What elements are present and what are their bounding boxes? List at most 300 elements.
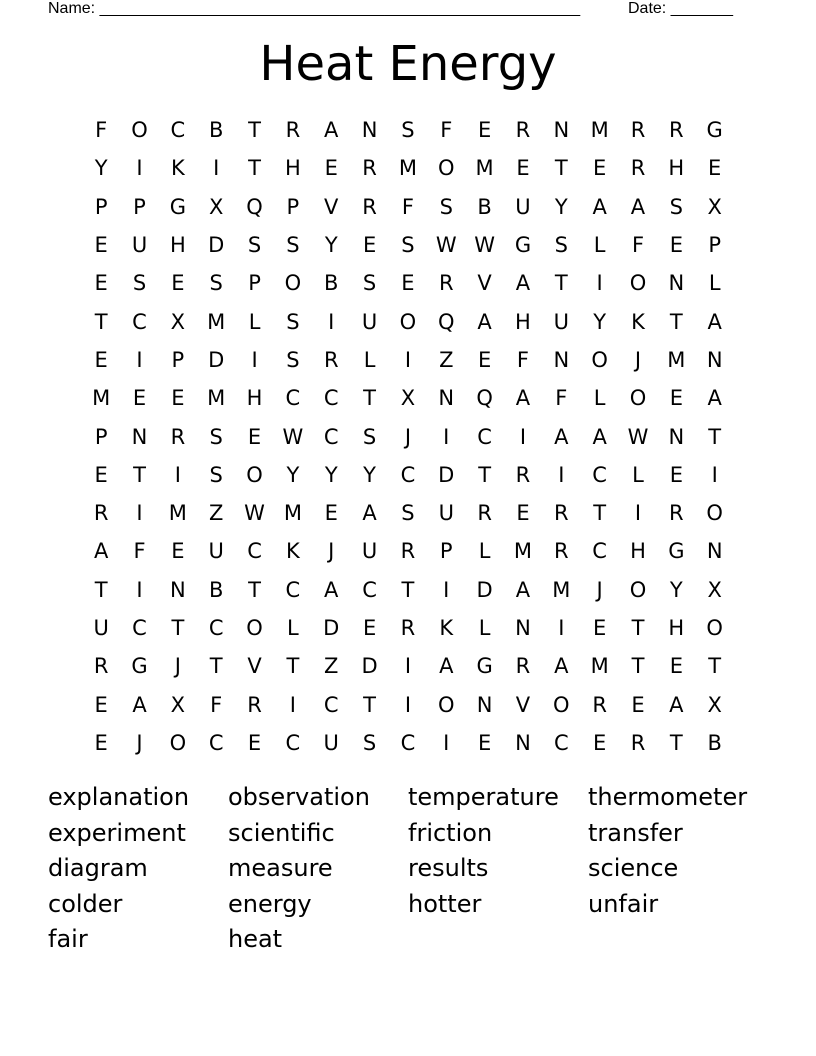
grid-cell[interactable]: B bbox=[477, 194, 492, 219]
grid-cell[interactable]: W bbox=[244, 501, 265, 526]
grid-cell[interactable]: S bbox=[401, 233, 415, 258]
grid-cell[interactable]: I bbox=[289, 692, 296, 717]
grid-cell[interactable]: L bbox=[593, 233, 606, 258]
grid-cell[interactable]: I bbox=[174, 462, 181, 487]
grid-cell[interactable]: C bbox=[208, 616, 224, 640]
grid-cell[interactable]: T bbox=[363, 386, 376, 411]
grid-cell[interactable]: T bbox=[133, 462, 146, 487]
grid-cell[interactable]: M bbox=[590, 654, 609, 679]
grid-cell[interactable]: S bbox=[669, 194, 683, 219]
grid-cell[interactable]: R bbox=[323, 347, 339, 372]
grid-cell[interactable]: O bbox=[246, 616, 263, 640]
grid-cell[interactable]: K bbox=[631, 309, 645, 334]
grid-cell[interactable]: X bbox=[707, 577, 722, 602]
grid-cell[interactable]: E bbox=[247, 730, 262, 755]
grid-cell[interactable]: E bbox=[708, 156, 722, 181]
grid-cell[interactable]: G bbox=[668, 539, 685, 564]
grid-cell[interactable]: X bbox=[707, 692, 722, 717]
grid-cell[interactable]: A bbox=[324, 118, 339, 143]
grid-cell[interactable]: A bbox=[477, 309, 492, 334]
grid-cell[interactable]: N bbox=[476, 692, 493, 717]
grid-cell[interactable]: F bbox=[401, 194, 414, 219]
grid-cell[interactable]: R bbox=[400, 616, 416, 640]
word-bank-item: friction bbox=[408, 818, 493, 847]
grid-cell[interactable]: O bbox=[629, 271, 647, 296]
grid-cell[interactable]: P bbox=[248, 271, 261, 296]
grid-cell[interactable]: S bbox=[401, 501, 415, 526]
grid-cell[interactable]: R bbox=[362, 156, 377, 181]
grid-cell[interactable]: I bbox=[443, 424, 450, 449]
grid-cell[interactable]: M bbox=[513, 539, 533, 564]
grid-cell[interactable]: P bbox=[94, 424, 108, 449]
grid-cell[interactable]: I bbox=[404, 347, 412, 372]
grid-cell[interactable]: K bbox=[286, 539, 300, 564]
grid-cell[interactable]: M bbox=[283, 501, 302, 526]
grid-cell[interactable]: X bbox=[170, 309, 186, 334]
grid-cell[interactable]: I bbox=[596, 271, 603, 296]
grid-cell[interactable]: T bbox=[248, 118, 261, 143]
grid-cell[interactable]: O bbox=[629, 577, 647, 602]
grid-cell[interactable]: R bbox=[630, 730, 646, 755]
grid-cell[interactable]: N bbox=[706, 539, 723, 564]
grid-cell[interactable]: C bbox=[323, 692, 339, 717]
grid-cell[interactable]: C bbox=[400, 462, 416, 487]
grid-cell[interactable]: E bbox=[362, 233, 377, 258]
grid-cell[interactable]: E bbox=[171, 271, 185, 296]
grid-cell[interactable]: C bbox=[247, 539, 262, 564]
grid-cell[interactable]: I bbox=[404, 692, 412, 717]
grid-cell[interactable]: L bbox=[593, 386, 606, 411]
grid-cell[interactable]: R bbox=[592, 692, 607, 717]
grid-cell[interactable]: O bbox=[246, 462, 263, 487]
grid-cell[interactable]: E bbox=[132, 386, 147, 411]
grid-cell[interactable]: I bbox=[711, 462, 718, 487]
grid-cell[interactable]: S bbox=[362, 271, 377, 296]
grid-row bbox=[82, 302, 734, 340]
grid-cell[interactable]: R bbox=[93, 654, 109, 679]
grid-cell[interactable]: B bbox=[707, 730, 722, 755]
grid-cell[interactable]: O bbox=[399, 309, 417, 334]
grid-cell[interactable]: L bbox=[708, 271, 721, 296]
grid-cell[interactable]: A bbox=[93, 539, 109, 564]
grid-cell[interactable]: P bbox=[286, 194, 300, 219]
grid-cell[interactable]: M bbox=[207, 309, 226, 334]
grid-cell[interactable]: N bbox=[668, 424, 685, 449]
grid-cell[interactable]: R bbox=[515, 118, 531, 143]
grid-cell[interactable]: E bbox=[516, 501, 530, 526]
grid-cell[interactable]: R bbox=[630, 156, 646, 181]
grid-cell[interactable]: T bbox=[631, 616, 645, 640]
grid-cell[interactable]: C bbox=[208, 730, 224, 755]
grid-cell[interactable]: A bbox=[554, 424, 569, 449]
grid-cell[interactable]: P bbox=[708, 233, 721, 258]
grid-cell[interactable]: E bbox=[94, 692, 108, 717]
grid-cell[interactable]: R bbox=[669, 501, 684, 526]
grid-cell[interactable]: A bbox=[707, 309, 722, 334]
grid-cell[interactable]: I bbox=[136, 501, 143, 526]
grid-cell[interactable]: A bbox=[439, 654, 454, 679]
grid-cell[interactable]: H bbox=[246, 386, 263, 411]
grid-cell[interactable]: T bbox=[554, 271, 568, 296]
grid-cell[interactable]: D bbox=[361, 654, 378, 679]
grid-cell[interactable]: T bbox=[478, 462, 492, 487]
grid-cell[interactable]: A bbox=[362, 501, 377, 526]
grid-cell[interactable]: O bbox=[284, 271, 302, 296]
grid-cell[interactable]: Z bbox=[439, 347, 454, 372]
grid-cell[interactable]: I bbox=[136, 347, 143, 372]
grid-cell[interactable]: E bbox=[593, 156, 607, 181]
grid-cell[interactable]: E bbox=[477, 347, 492, 372]
grid-cell[interactable]: Z bbox=[209, 501, 224, 526]
grid-cell[interactable]: B bbox=[208, 577, 224, 602]
grid-cell[interactable]: C bbox=[285, 386, 301, 411]
grid-cell[interactable]: S bbox=[132, 271, 147, 296]
grid-cell[interactable]: C bbox=[553, 730, 569, 755]
grid-cell[interactable]: E bbox=[324, 156, 338, 181]
grid-cell[interactable]: X bbox=[707, 194, 722, 219]
grid-cell[interactable]: E bbox=[669, 386, 683, 411]
grid-cell[interactable]: W bbox=[435, 233, 457, 258]
grid-cell[interactable]: M bbox=[590, 118, 609, 143]
grid-cell[interactable]: R bbox=[247, 692, 262, 717]
grid-cell[interactable]: T bbox=[593, 501, 607, 526]
grid-cell[interactable]: P bbox=[94, 194, 108, 219]
grid-cell[interactable]: Y bbox=[554, 194, 568, 219]
grid-cell[interactable]: E bbox=[593, 730, 607, 755]
grid-cell[interactable]: T bbox=[669, 730, 683, 755]
grid-cell[interactable]: T bbox=[708, 424, 722, 449]
grid-cell[interactable]: T bbox=[248, 577, 261, 602]
word-bank-item: temperature bbox=[408, 783, 559, 811]
grid-cell[interactable]: L bbox=[478, 616, 491, 640]
grid-cell[interactable]: C bbox=[285, 577, 301, 602]
grid-cell[interactable]: U bbox=[323, 730, 339, 755]
word-bank-item: thermometer bbox=[588, 783, 748, 811]
grid-cell[interactable]: O bbox=[438, 156, 455, 181]
grid-cell[interactable]: T bbox=[401, 577, 415, 602]
grid-cell[interactable]: E bbox=[477, 730, 492, 755]
grid-cell[interactable]: E bbox=[171, 539, 185, 564]
grid-cell[interactable]: R bbox=[515, 654, 531, 679]
grid-cell[interactable]: E bbox=[171, 386, 185, 411]
grid-cell[interactable]: U bbox=[361, 539, 378, 564]
grid-cell[interactable]: H bbox=[668, 156, 685, 181]
grid-cell[interactable]: R bbox=[93, 501, 109, 526]
grid-cell[interactable]: U bbox=[131, 233, 148, 258]
grid-cell[interactable]: J bbox=[596, 577, 603, 602]
grid-row bbox=[82, 264, 734, 302]
grid-cell[interactable]: G bbox=[514, 233, 532, 258]
grid-cell[interactable]: O bbox=[706, 501, 723, 526]
grid-cell[interactable]: H bbox=[169, 233, 186, 258]
grid-row bbox=[82, 417, 734, 455]
grid-cell[interactable]: L bbox=[478, 539, 491, 564]
grid-cell[interactable]: I bbox=[634, 501, 642, 526]
grid-cell[interactable]: M bbox=[552, 577, 571, 602]
grid-cell[interactable]: L bbox=[632, 462, 644, 487]
grid-cell[interactable]: U bbox=[438, 501, 454, 526]
grid-cell[interactable]: F bbox=[555, 386, 568, 411]
grid-cell[interactable]: J bbox=[328, 539, 335, 564]
grid-cell[interactable]: J bbox=[136, 730, 143, 755]
grid-cell[interactable]: T bbox=[554, 156, 568, 181]
grid-cell[interactable]: T bbox=[708, 654, 722, 679]
grid-cell[interactable]: A bbox=[132, 692, 147, 717]
name-field[interactable]: Name: ______________________________________________________ bbox=[48, 0, 581, 17]
grid-cell[interactable]: A bbox=[592, 194, 607, 219]
grid-cell[interactable]: R bbox=[630, 118, 646, 143]
grid-cell[interactable]: W bbox=[282, 424, 304, 449]
grid-cell[interactable]: U bbox=[515, 194, 531, 219]
grid-cell[interactable]: E bbox=[593, 616, 607, 640]
grid-cell[interactable]: X bbox=[209, 194, 224, 219]
grid-cell[interactable]: N bbox=[668, 271, 685, 296]
grid-cell[interactable]: A bbox=[324, 577, 339, 602]
grid-cell[interactable]: R bbox=[362, 194, 377, 219]
grid-cell[interactable]: U bbox=[93, 616, 109, 640]
grid-cell[interactable]: A bbox=[515, 577, 531, 602]
grid-cell[interactable]: A bbox=[592, 424, 607, 449]
word-bank-item: experiment bbox=[48, 818, 186, 847]
grid-cell[interactable]: E bbox=[516, 156, 530, 181]
grid-cell[interactable]: D bbox=[476, 577, 493, 602]
grid-cell[interactable]: H bbox=[630, 539, 646, 564]
grid-cell[interactable]: H bbox=[515, 309, 531, 334]
grid-cell[interactable]: S bbox=[286, 347, 300, 372]
grid-cell[interactable]: L bbox=[363, 347, 376, 372]
grid-cell[interactable]: N bbox=[553, 118, 570, 143]
grid-cell[interactable]: Y bbox=[286, 462, 300, 487]
grid-cell[interactable]: R bbox=[170, 424, 186, 449]
grid-cell[interactable]: F bbox=[516, 347, 529, 372]
grid-cell[interactable]: E bbox=[94, 233, 108, 258]
grid-cell[interactable]: Q bbox=[476, 386, 493, 411]
grid-cell[interactable]: E bbox=[94, 462, 108, 487]
grid-cell[interactable]: E bbox=[94, 730, 108, 755]
grid-cell[interactable]: R bbox=[554, 539, 569, 564]
grid-cell[interactable]: F bbox=[440, 118, 453, 143]
grid-cell[interactable]: F bbox=[133, 539, 146, 564]
grid-cell[interactable]: N bbox=[515, 730, 531, 755]
grid-cell[interactable]: O bbox=[706, 616, 723, 640]
grid-cell[interactable]: S bbox=[209, 271, 223, 296]
grid-cell[interactable]: R bbox=[477, 501, 492, 526]
grid-cell[interactable]: S bbox=[439, 194, 453, 219]
grid-cell[interactable]: S bbox=[209, 424, 223, 449]
grid-cell[interactable]: O bbox=[169, 730, 187, 755]
grid-cell[interactable]: A bbox=[707, 386, 722, 411]
grid-cell[interactable]: A bbox=[515, 271, 531, 296]
grid-cell[interactable]: T bbox=[94, 309, 108, 334]
grid-cell[interactable]: G bbox=[131, 654, 148, 679]
grid-cell[interactable]: I bbox=[443, 730, 450, 755]
grid-cell[interactable]: K bbox=[170, 156, 185, 181]
grid-cell[interactable]: M bbox=[475, 156, 494, 181]
grid-cell[interactable]: S bbox=[401, 118, 415, 143]
grid-cell[interactable]: J bbox=[634, 347, 642, 372]
grid-cell[interactable]: A bbox=[669, 692, 684, 717]
grid-cell[interactable]: V bbox=[324, 194, 339, 219]
grid-cell[interactable]: E bbox=[94, 271, 108, 296]
grid-cell[interactable]: M bbox=[398, 156, 417, 181]
grid-cell[interactable]: O bbox=[553, 692, 570, 717]
grid-cell[interactable]: H bbox=[668, 616, 685, 640]
grid-cell[interactable]: P bbox=[133, 194, 146, 219]
grid-cell[interactable]: B bbox=[208, 118, 224, 143]
grid-cell[interactable]: E bbox=[669, 654, 683, 679]
grid-cell[interactable]: N bbox=[131, 424, 148, 449]
grid-cell[interactable]: R bbox=[438, 271, 454, 296]
grid-cell[interactable]: C bbox=[132, 309, 147, 334]
grid-cell[interactable]: Y bbox=[324, 233, 338, 258]
grid-cell[interactable]: R bbox=[515, 462, 531, 487]
grid-cell[interactable]: N bbox=[706, 347, 723, 372]
grid-cell[interactable]: G bbox=[169, 194, 186, 219]
grid-cell[interactable]: P bbox=[171, 347, 185, 372]
grid-cell[interactable]: I bbox=[136, 156, 143, 181]
grid-cell[interactable]: V bbox=[515, 692, 531, 717]
grid-cell[interactable]: Y bbox=[593, 309, 607, 334]
grid-cell[interactable]: S bbox=[286, 233, 300, 258]
grid-cell[interactable]: X bbox=[400, 386, 416, 411]
grid-cell[interactable]: E bbox=[247, 424, 262, 449]
grid-cell[interactable]: U bbox=[208, 539, 224, 564]
date-field[interactable]: Date: _______ bbox=[628, 0, 733, 17]
grid-cell[interactable]: L bbox=[248, 309, 261, 334]
grid-cell[interactable]: I bbox=[136, 577, 143, 602]
grid-cell[interactable]: T bbox=[248, 156, 261, 181]
grid-cell[interactable]: M bbox=[207, 386, 226, 411]
grid-cell[interactable]: J bbox=[404, 424, 412, 449]
grid-cell[interactable]: A bbox=[515, 386, 531, 411]
grid-cell[interactable]: M bbox=[168, 501, 187, 526]
grid-cell[interactable]: E bbox=[669, 233, 683, 258]
grid-cell[interactable]: W bbox=[474, 233, 495, 258]
grid-cell[interactable]: B bbox=[324, 271, 339, 296]
grid-cell[interactable]: C bbox=[170, 118, 186, 143]
grid-cell[interactable]: A bbox=[554, 654, 569, 679]
grid-cell[interactable]: P bbox=[439, 539, 453, 564]
grid-cell[interactable]: S bbox=[286, 309, 300, 334]
grid-cell[interactable]: I bbox=[443, 577, 450, 602]
grid-cell[interactable]: M bbox=[92, 386, 111, 411]
grid-cell[interactable]: U bbox=[553, 309, 569, 334]
grid-cell[interactable]: Q bbox=[438, 309, 455, 334]
grid-cell[interactable]: C bbox=[592, 539, 607, 564]
grid-cell[interactable]: S bbox=[554, 233, 568, 258]
grid-cell[interactable]: N bbox=[553, 347, 570, 372]
grid-cell[interactable]: Z bbox=[324, 654, 339, 679]
grid-cell[interactable]: J bbox=[174, 654, 181, 679]
grid-cell[interactable]: C bbox=[285, 730, 301, 755]
grid-cell[interactable]: E bbox=[324, 501, 338, 526]
grid-cell[interactable]: V bbox=[477, 271, 492, 296]
word-bank-item: scientific bbox=[228, 818, 335, 847]
grid-cell[interactable]: A bbox=[630, 194, 646, 219]
grid-cell[interactable]: O bbox=[131, 118, 148, 143]
grid-row bbox=[82, 456, 734, 494]
grid-cell[interactable]: U bbox=[361, 309, 378, 334]
grid-cell[interactable]: Y bbox=[94, 156, 108, 181]
grid-cell[interactable]: T bbox=[171, 616, 185, 640]
grid-cell[interactable]: T bbox=[94, 577, 108, 602]
grid-cell[interactable]: N bbox=[361, 118, 378, 143]
grid-cell[interactable]: C bbox=[362, 577, 377, 602]
grid-cell[interactable]: E bbox=[362, 616, 377, 640]
grid-cell[interactable]: C bbox=[323, 424, 339, 449]
grid-cell[interactable]: I bbox=[213, 156, 220, 181]
grid-cell[interactable]: V bbox=[247, 654, 262, 679]
grid-cell[interactable]: E bbox=[401, 271, 415, 296]
grid-cell[interactable]: M bbox=[667, 347, 686, 372]
grid-cell[interactable]: E bbox=[477, 118, 492, 143]
grid-cell[interactable]: Y bbox=[324, 462, 338, 487]
grid-cell[interactable]: D bbox=[208, 347, 225, 372]
grid-cell[interactable]: C bbox=[477, 424, 492, 449]
grid-cell[interactable]: G bbox=[706, 118, 723, 143]
grid-cell[interactable]: C bbox=[132, 616, 147, 640]
grid-cell[interactable]: Y bbox=[669, 577, 683, 602]
grid-cell[interactable]: S bbox=[362, 730, 377, 755]
grid-cell[interactable]: F bbox=[95, 118, 108, 143]
grid-cell[interactable]: D bbox=[208, 233, 225, 258]
grid-cell[interactable]: I bbox=[251, 347, 258, 372]
grid-cell[interactable]: C bbox=[592, 462, 607, 487]
grid-cell[interactable]: Y bbox=[363, 462, 376, 487]
grid-cell[interactable]: W bbox=[627, 424, 649, 449]
grid-cell[interactable]: E bbox=[94, 347, 108, 372]
grid-cell[interactable]: G bbox=[476, 654, 493, 679]
grid-cell[interactable]: T bbox=[209, 654, 223, 679]
grid-cell[interactable]: C bbox=[323, 386, 339, 411]
grid-cell[interactable]: I bbox=[558, 462, 565, 487]
grid-cell[interactable]: S bbox=[362, 424, 377, 449]
grid-cell[interactable]: O bbox=[629, 386, 647, 411]
grid-cell[interactable]: N bbox=[170, 577, 186, 602]
grid-cell[interactable]: X bbox=[170, 692, 186, 717]
grid-cell[interactable]: E bbox=[631, 692, 645, 717]
grid-cell[interactable]: T bbox=[286, 654, 300, 679]
grid-cell[interactable]: I bbox=[519, 424, 527, 449]
grid-cell[interactable]: F bbox=[631, 233, 645, 258]
grid-cell[interactable]: R bbox=[285, 118, 301, 143]
grid-cell[interactable]: D bbox=[323, 616, 340, 640]
grid-cell[interactable]: S bbox=[247, 233, 262, 258]
grid-cell[interactable]: N bbox=[438, 386, 455, 411]
grid-cell[interactable]: N bbox=[515, 616, 531, 640]
grid-cell[interactable]: F bbox=[210, 692, 223, 717]
grid-cell[interactable]: R bbox=[400, 539, 416, 564]
grid-cell[interactable]: Q bbox=[246, 194, 263, 219]
grid-cell[interactable]: C bbox=[400, 730, 416, 755]
grid-cell[interactable]: S bbox=[209, 462, 223, 487]
grid-cell[interactable]: H bbox=[284, 156, 301, 181]
grid-cell[interactable]: T bbox=[631, 654, 645, 679]
grid-cell[interactable]: O bbox=[591, 347, 608, 372]
grid-cell[interactable]: I bbox=[558, 616, 565, 640]
grid-cell[interactable]: O bbox=[438, 692, 455, 717]
grid-cell[interactable]: R bbox=[669, 118, 684, 143]
grid-cell[interactable]: T bbox=[363, 692, 376, 717]
grid-cell[interactable]: T bbox=[669, 309, 683, 334]
grid-cell[interactable]: R bbox=[554, 501, 569, 526]
grid-cell[interactable]: D bbox=[438, 462, 455, 487]
grid-cell[interactable]: I bbox=[404, 654, 412, 679]
grid-cell[interactable]: K bbox=[439, 616, 454, 640]
grid-cell[interactable]: I bbox=[328, 309, 335, 334]
grid-cell[interactable]: E bbox=[669, 462, 683, 487]
grid-cell[interactable]: L bbox=[287, 616, 299, 640]
